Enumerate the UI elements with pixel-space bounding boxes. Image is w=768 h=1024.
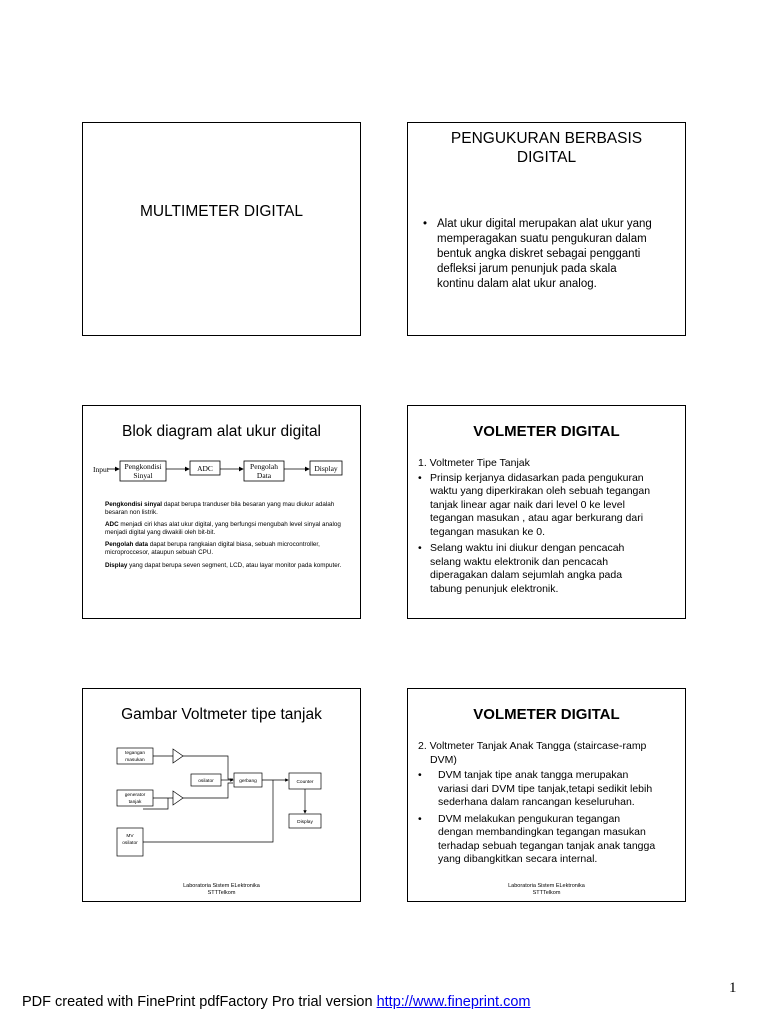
svg-text:generator: generator xyxy=(124,793,146,798)
svg-text:gerbang: gerbang xyxy=(239,779,257,784)
content xyxy=(418,457,684,596)
svg-text:Display: Display xyxy=(297,820,313,825)
slide-title: MULTIMETER DIGITAL xyxy=(139,203,304,220)
slide-blok-diagram xyxy=(82,405,361,619)
slide-title: Gambar Voltmeter tipe tanjak xyxy=(121,706,322,723)
slide-footer: Laboratoria Sistem ELektronika STTTelkom xyxy=(508,883,585,896)
svg-text:osilator: osilator xyxy=(122,841,138,846)
block-descriptions xyxy=(105,501,345,574)
svg-text:masukan: masukan xyxy=(125,758,145,763)
ramp-voltmeter-diagram xyxy=(83,739,362,869)
svg-text:osilator: osilator xyxy=(198,779,214,784)
slide-title: Blok diagram alat ukur digital xyxy=(121,423,322,440)
svg-text:MV: MV xyxy=(126,834,134,839)
svg-text:ADC: ADC xyxy=(197,464,213,473)
bullet-item: • DVM tanjak tipe anak tangga merupakan variasi dari DVM tipe tanjak,tetapi sedikit lebih sederhana dalam rancangan keseluruhan. xyxy=(418,769,653,808)
heading: 2. Voltmeter Tanjak Anak Tangga (staircase-ramp DVM) xyxy=(418,740,647,766)
bullet-item: • Selang waktu ini diukur dengan pencacah selang waktu elektronik dan pencacah diperagakan dalam sejumlah angka pada tabung penunjuk elektronik. xyxy=(418,542,625,595)
slide-multimeter-digital xyxy=(82,122,361,336)
slide-volmeter-digital-2 xyxy=(407,688,686,902)
svg-text:Counter: Counter xyxy=(296,780,314,785)
svg-text:Data: Data xyxy=(256,471,272,480)
desc-pengolah: Pengolah data dapat berupa rangkaian digital biasa, sebuah microcontroller, microproccesor, ataupun sebuah CPU. xyxy=(105,541,320,556)
desc-pengkondisi: Pengkondisi sinyal dapat berupa tranduser bila besaran yang mau diukur adalah besaran non listrik. xyxy=(105,501,335,516)
heading: 1. Voltmeter Tipe Tanjak xyxy=(418,457,530,469)
slide-title: VOLMETER DIGITAL xyxy=(473,706,620,723)
svg-text:tegangan: tegangan xyxy=(124,751,146,756)
slide-title: PENGUKURAN BERBASIS DIGITAL xyxy=(450,130,643,166)
svg-text:Sinyal: Sinyal xyxy=(133,471,153,480)
block-diagram xyxy=(83,458,362,498)
fineprint-link[interactable]: http://www.fineprint.com xyxy=(376,994,531,1010)
slide-pengukuran-berbasis-digital xyxy=(407,122,686,336)
svg-text:Pengolah: Pengolah xyxy=(250,462,278,471)
slide-footer: Laboratoria Sistem ELektronika STTTelkom xyxy=(183,883,260,896)
content xyxy=(418,740,684,867)
slide-gambar-voltmeter-tanjak xyxy=(82,688,361,902)
bullet-item: • DVM melakukan pengukuran tegangan dengan membandingkan tegangan masukan terhadap sebuah tegangan tanjak anak tangga yang dibangkitkan secara internal. xyxy=(418,812,656,865)
svg-text:Pengkondisi: Pengkondisi xyxy=(124,462,162,471)
bullet-marker: • xyxy=(423,218,428,230)
page-number: 1 xyxy=(729,980,737,996)
bullet-item: • Prinsip kerjanya didasarkan pada pengukuran waktu yang diperkirakan oleh sebuah tegangan tanjak linear agar naik dari level 0 ke level tegangan masukan , atau agar berkurang dari tegangan masukan ke 0. xyxy=(418,471,651,538)
bullet-item: • Alat ukur digital merupakan alat ukur yang memperagakan suatu pengukuran dalam bentuk angka diskret sebagai pengganti defleksi jarum penunjuk pada skala kontinu dalam alat ukur analog. xyxy=(423,218,652,290)
slide-title: VOLMETER DIGITAL xyxy=(473,423,620,440)
desc-adc: ADC menjadi ciri khas alat ukur digital, yang berfungsi mengubah level sinyal analog menjadi digital yang diwakili oleh bit-bit. xyxy=(105,521,341,536)
svg-text:Display: Display xyxy=(314,464,338,473)
desc-display: Display yang dapat berupa seven segment, LCD, atau layar monitor pada komputer. xyxy=(105,561,342,569)
pdf-footer-text: PDF created with FinePrint pdfFactory Pro trial version xyxy=(22,994,377,1010)
bullet-list xyxy=(423,217,683,292)
input-label: Input xyxy=(93,465,109,474)
slide-volmeter-digital-1 xyxy=(407,405,686,619)
svg-text:tanjak: tanjak xyxy=(128,800,142,805)
pdf-footer xyxy=(22,994,531,1010)
